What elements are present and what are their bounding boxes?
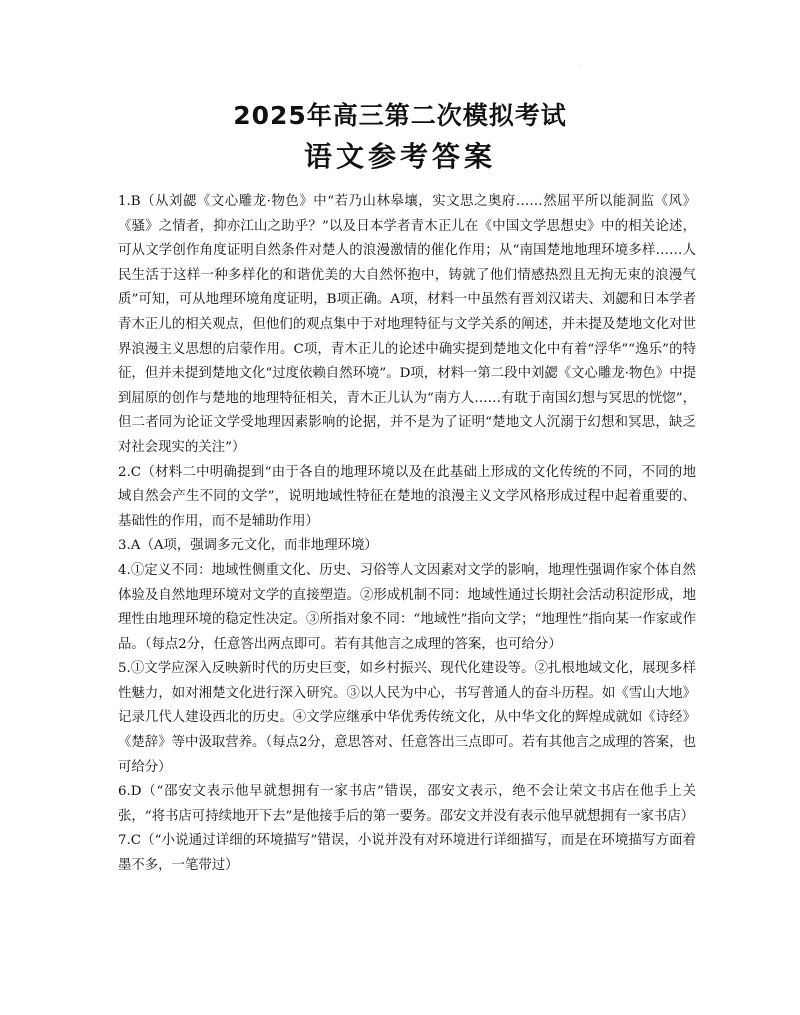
answer-item-3: 3.A（A项，强调多元文化，而非地理环境）: [118, 538, 378, 554]
answer-item-6: 6.D（“邵安文表示他早就想拥有一家书店”错误，邵安文表示，绝不会让荣文书店在他手上关张，“将书店可持续地开下去”是他接手后的第一要务。邵安文并没有表示他早就想拥有一家书店）: [118, 784, 696, 824]
exam-title: 2025年高三第二次模拟考试: [233, 101, 567, 130]
answer-item-5: 5.①文学应深入反映新时代的历史巨变，如乡村振兴、现代化建设等。②扎根地域文化，展现多样性魅力，如对湘楚文化进行深入研究。③以人民为中心，书写普通人的奋斗历程。如《雪山大地》记录几代人建设西北的历史。④文学应继承中华优秀传统文化，从中华文化的辉煌成就如《诗经》《楚辞》等中汲取营养。（每点2分，意思答对、任意答出三点即可。若有其他言之成理的答案，也可给分）: [118, 661, 696, 775]
scan-mark: ·: [578, 62, 581, 71]
answer-key-subtitle: 语文参考答案: [303, 140, 496, 173]
answer-item-1: 1.B（从刘勰《文心雕龙·物色》中“若乃山林皋壤，实文思之奥府……然屈平所以能洞监《风》《骚》之情者，抑亦江山之助乎？”以及日本学者青木正儿在《中国文学思想史》中的相关论述，可从文学创作角度证明自然条件对楚人的浪漫激情的催化作用；从“南国楚地地理环境多样……人民生活于这样一种多样化的和谐优美的大自然怀抱中，铸就了他们情感热烈且无拘无束的浪漫气质”可知，可从地理环境角度证明，B项正确。A项，材料一中虽然有晋刘汉诺夫、刘勰和日本学者青木正儿的相关观点，但他们的观点集中于对地理特征与文学关系的阐述，并未提及楚地文化对世界浪漫主义思想的启蒙作用。C项，青木正儿的论述中确实提到楚地文化中有着“浮华”“逸乐”的特征，但并未提到楚地文化“过度依赖自然环境”。D项，材料一第二段中刘勰《文心雕龙·物色》中提到屈原的创作与楚地的地理特征相关，青木正儿认为“南方人……有耽于南国幻想与冥思的恍惚”，但二者同为论证文学受地理因素影响的论据，并不是为了证明“楚地文人沉溺于幻想和冥思，缺乏对社会现实的关注”）: [118, 194, 696, 455]
answer-item-2: 2.C（材料二中明确提到“由于各自的地理环境以及在此基础上形成的文化传统的不同，不同的地域自然会产生不同的文学”，说明地域性特征在楚地的浪漫主义文学风格形成过程中起着重要的、基础性的作用，而不是辅助作用）: [118, 464, 696, 529]
answer-item-7: 7.C（“小说通过详细的环境描写”错误，小说并没有对环境进行详细描写，而是在环境描写方面着墨不多，一笔带过）: [118, 833, 696, 874]
answer-list: [118, 190, 696, 879]
answer-item-4: 4.①定义不同：地域性侧重文化、历史、习俗等人文因素对文学的影响，地理性强调作家个体自然体验及自然地理环境对文学的直接塑造。②形成机制不同：地域性通过长期社会活动积淀形成，地理性由地理环境的稳定性决定。③所指对象不同：“地域性”指向文学；“地理性”指向某一作家或作品。（每点2分，任意答出两点即可。若有其他言之成理的答案，也可给分）: [118, 562, 696, 652]
